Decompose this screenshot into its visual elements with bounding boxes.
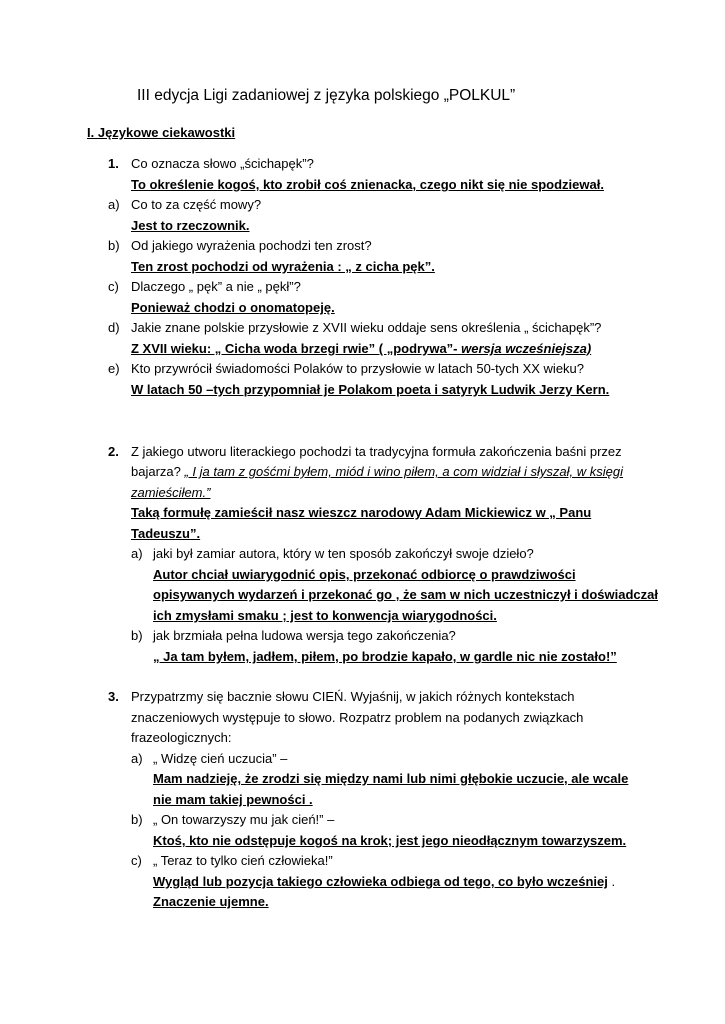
sub-answer: Autor chciał uwiarygodnić opis, przekonać odbiorcę o prawdziwości — [153, 567, 576, 582]
answer-text: To określenie kogoś, kto zrobił coś znienacka, czego nikt się nie spodziewał. — [131, 177, 604, 192]
sub-answer — [153, 874, 615, 890]
sub-answer — [131, 341, 591, 357]
sub-label: d) — [108, 320, 120, 335]
sub-question: Jakie znane polskie przysłowie z XVII wieku oddaje sens określenia „ ścichapęk”? — [131, 320, 602, 335]
sub-label: b) — [131, 628, 143, 643]
question-plain: bajarza? — [131, 464, 185, 479]
question-text: frazeologicznych: — [131, 730, 232, 745]
sub-question: jak brzmiała pełna ludowa wersja tego zakończenia? — [153, 628, 456, 643]
sub-answer-trailing: . — [607, 874, 616, 889]
answer-text: Tadeuszu”. — [131, 526, 201, 541]
sub-label: c) — [108, 279, 119, 294]
sub-label: b) — [131, 812, 143, 827]
sub-answer: ich zmysłami smaku ; jest to konwencja wiarygodności. — [153, 608, 497, 623]
sub-label: e) — [108, 361, 120, 376]
question-number: 2. — [108, 444, 119, 459]
answer-text: Taką formułę zamieścił nasz wieszcz narodowy Adam Mickiewicz w „ Panu — [131, 505, 592, 520]
sub-answer: Ten zrost pochodzi od wyrażenia : „ z cicha pęk”. — [131, 259, 435, 274]
sub-answer: Jest to rzeczownik. — [131, 218, 250, 233]
sub-question: Co to za część mowy? — [131, 197, 262, 212]
sub-question: jaki był zamiar autora, który w ten sposób zakończył swoje dzieło? — [153, 546, 534, 561]
sub-answer: Mam nadzieję, że zrodzi się między nami lub nimi głębokie uczucie, ale wcale — [153, 771, 629, 786]
sub-label: a) — [131, 751, 143, 766]
sub-label: b) — [108, 238, 120, 253]
quote-italic: „ I ja tam z gośćmi byłem, miód i wino piłem, a com widział i słyszał, w księgi — [184, 464, 623, 479]
question-text — [131, 464, 623, 480]
sub-answer-main: Wygląd lub pozycja takiego człowieka odbiega od tego, co było wcześniej — [153, 874, 608, 889]
sub-answer: W latach 50 –tych przypomniał je Polakom poeta i satyryk Ludwik Jerzy Kern. — [131, 382, 610, 397]
sub-answer: opisywanych wydarzeń i przekonać go , że sam w nich uczestniczył i doświadczał — [153, 587, 658, 602]
sub-question: Kto przywrócił świadomości Polaków to przysłowie w latach 50-tych XX wieku? — [131, 361, 585, 376]
sub-answer: nie mam takiej pewności . — [153, 792, 313, 807]
sub-label: a) — [108, 197, 120, 212]
sub-answer-main: Z XVII wieku: „ Cicha woda brzegi rwie” ( „podrywa”- — [131, 341, 462, 356]
sub-question: „ On towarzyszy mu jak cień!” – — [153, 812, 335, 827]
sub-answer: „ Ja tam byłem, jadłem, piłem, po brodzie kapało, w gardle nic nie zostało!” — [153, 649, 617, 664]
sub-label: a) — [131, 546, 143, 561]
question-text: Z jakiego utworu literackiego pochodzi ta tradycyjna formuła zakończenia baśni przez — [131, 444, 622, 459]
sub-answer: Ktoś, kto nie odstępuje kogoś na krok; jest jego nieodłącznym towarzyszem. — [153, 833, 627, 848]
section-heading: I. Językowe ciekawostki — [87, 125, 236, 140]
page-title: III edycja Ligi zadaniowej z języka polskiego „POLKUL” — [137, 87, 516, 104]
sub-question: Dlaczego „ pęk” a nie „ pękł”? — [131, 279, 301, 294]
sub-question: Od jakiego wyrażenia pochodzi ten zrost? — [131, 238, 372, 253]
sub-answer: Ponieważ chodzi o onomatopeję. — [131, 300, 335, 315]
sub-question: „ Widzę cień uczucia” – — [153, 751, 288, 766]
sub-answer: Znaczenie ujemne. — [153, 894, 269, 909]
sub-label: c) — [131, 853, 142, 868]
question-number: 1. — [108, 156, 119, 171]
sub-answer-italic: wersja wcześniejsza) — [461, 341, 592, 356]
question-text: Przypatrzmy się bacznie słowu CIEŃ. Wyjaśnij, w jakich różnych kontekstach — [131, 689, 575, 704]
question-text: znaczeniowych występuje to słowo. Rozpatrz problem na podanych związkach — [131, 710, 584, 725]
sub-question: „ Teraz to tylko cień człowieka!” — [153, 853, 333, 868]
question-text: Co oznacza słowo „ścichapęk”? — [131, 156, 314, 171]
question-number: 3. — [108, 689, 119, 704]
quote-italic: zamieściłem.” — [131, 485, 211, 500]
